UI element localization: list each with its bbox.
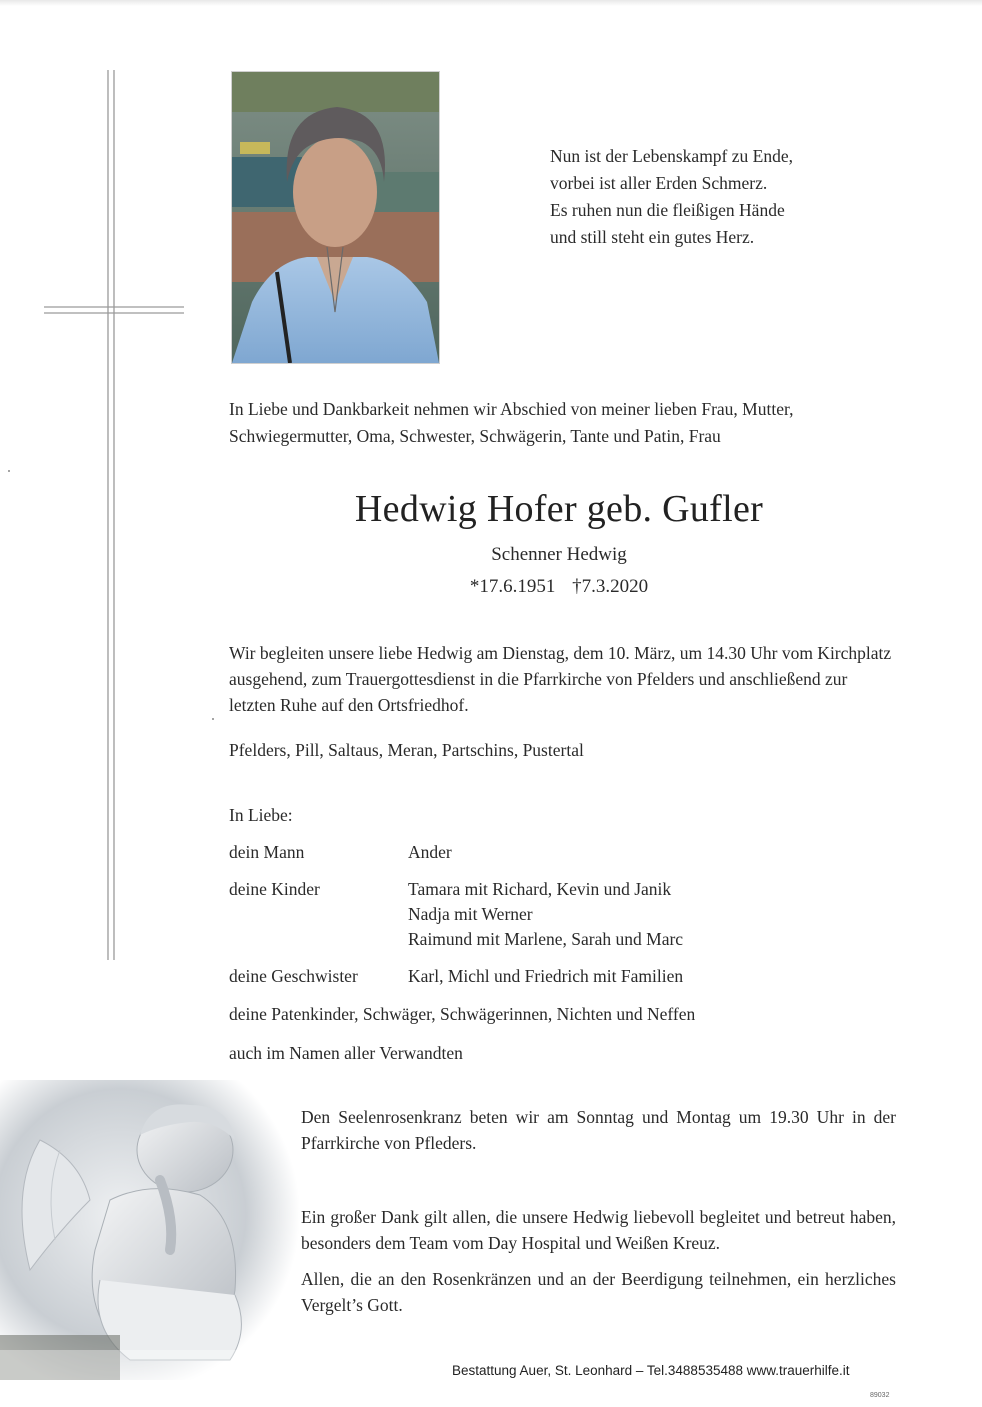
places-list: Pfelders, Pill, Saltaus, Meran, Partschins, Pustertal xyxy=(229,740,584,760)
mourners-heading: In Liebe: xyxy=(229,805,293,825)
poem-line: Es ruhen nun die fleißigen Hände xyxy=(550,200,785,220)
birth-date: *17.6.1951 xyxy=(469,576,556,597)
scan-edge xyxy=(0,0,982,6)
poem-line: und still steht ein gutes Herz. xyxy=(550,227,755,247)
mourner-name: Tamara mit Richard, Kevin und Janik xyxy=(408,879,672,899)
funeral-text: Wir begleiten unsere liebe Hedwig am Dienstag, dem 10. März, um 14.30 Uhr vom Kirchplatz ausgehend, zum Trauergottesdienst in die Pfarrkirche von Pfelders und anschließend zur letzten Ruhe auf den Ortsfriedhof. xyxy=(229,643,892,715)
scan-dot xyxy=(8,470,10,472)
document-code: 89032 xyxy=(870,1392,890,1399)
mourner-names xyxy=(408,840,888,865)
mourner-names xyxy=(408,964,888,989)
scan-dot xyxy=(212,718,214,720)
mourner-names xyxy=(408,877,888,952)
funeral-home-footer: Bestattung Auer, St. Leonhard – Tel.3488535488 www.trauerhilfe.it xyxy=(452,1363,850,1378)
mourner-name: Ander xyxy=(408,842,452,862)
thanks-text: Ein großer Dank gilt allen, die unsere Hedwig liebevoll begleitet und betreut haben, besonders dem Team vom Day Hospital und Weißen Kreuz. xyxy=(301,1207,896,1253)
poem xyxy=(550,143,890,251)
deceased-nickname: Schenner Hedwig xyxy=(491,544,627,565)
angel-illustration xyxy=(0,1080,300,1380)
portrait-photo xyxy=(231,71,440,364)
closing-text: Allen, die an den Rosenkränzen und an der Beerdigung teilnehmen, ein herzliches Vergelt’s Gott. xyxy=(301,1269,896,1315)
mourner-role: deine Geschwister xyxy=(229,966,358,986)
mourner-name: Karl, Michl und Friedrich mit Familien xyxy=(408,966,684,986)
mourner-role: deine Kinder xyxy=(229,879,320,899)
mourner-others: deine Patenkinder, Schwäger, Schwägerinnen, Nichten und Neffen xyxy=(229,1004,696,1024)
death-date: †7.3.2020 xyxy=(572,576,649,597)
rosary-text: Den Seelenrosenkranz beten wir am Sonntag und Montag um 19.30 Uhr in der Pfarrkirche von Pfleders. xyxy=(301,1107,896,1153)
intro-text: In Liebe und Dankbarkeit nehmen wir Abschied von meiner lieben Frau, Mutter, Schwiegermutter, Oma, Schwester, Schwägerin, Tante und Patin, Frau xyxy=(229,399,794,446)
mourner-name: Raimund mit Marlene, Sarah und Marc xyxy=(408,929,684,949)
life-dates xyxy=(229,573,889,601)
poem-line: Nun ist der Lebenskampf zu Ende, xyxy=(550,146,793,166)
poem-line: vorbei ist aller Erden Schmerz. xyxy=(550,173,768,193)
mourner-name: Nadja mit Werner xyxy=(408,904,533,924)
mourner-role: dein Mann xyxy=(229,842,305,862)
deceased-name: Hedwig Hofer geb. Gufler xyxy=(354,488,764,530)
cross-icon xyxy=(44,70,184,970)
mourner-relatives: auch im Namen aller Verwandten xyxy=(229,1043,463,1063)
